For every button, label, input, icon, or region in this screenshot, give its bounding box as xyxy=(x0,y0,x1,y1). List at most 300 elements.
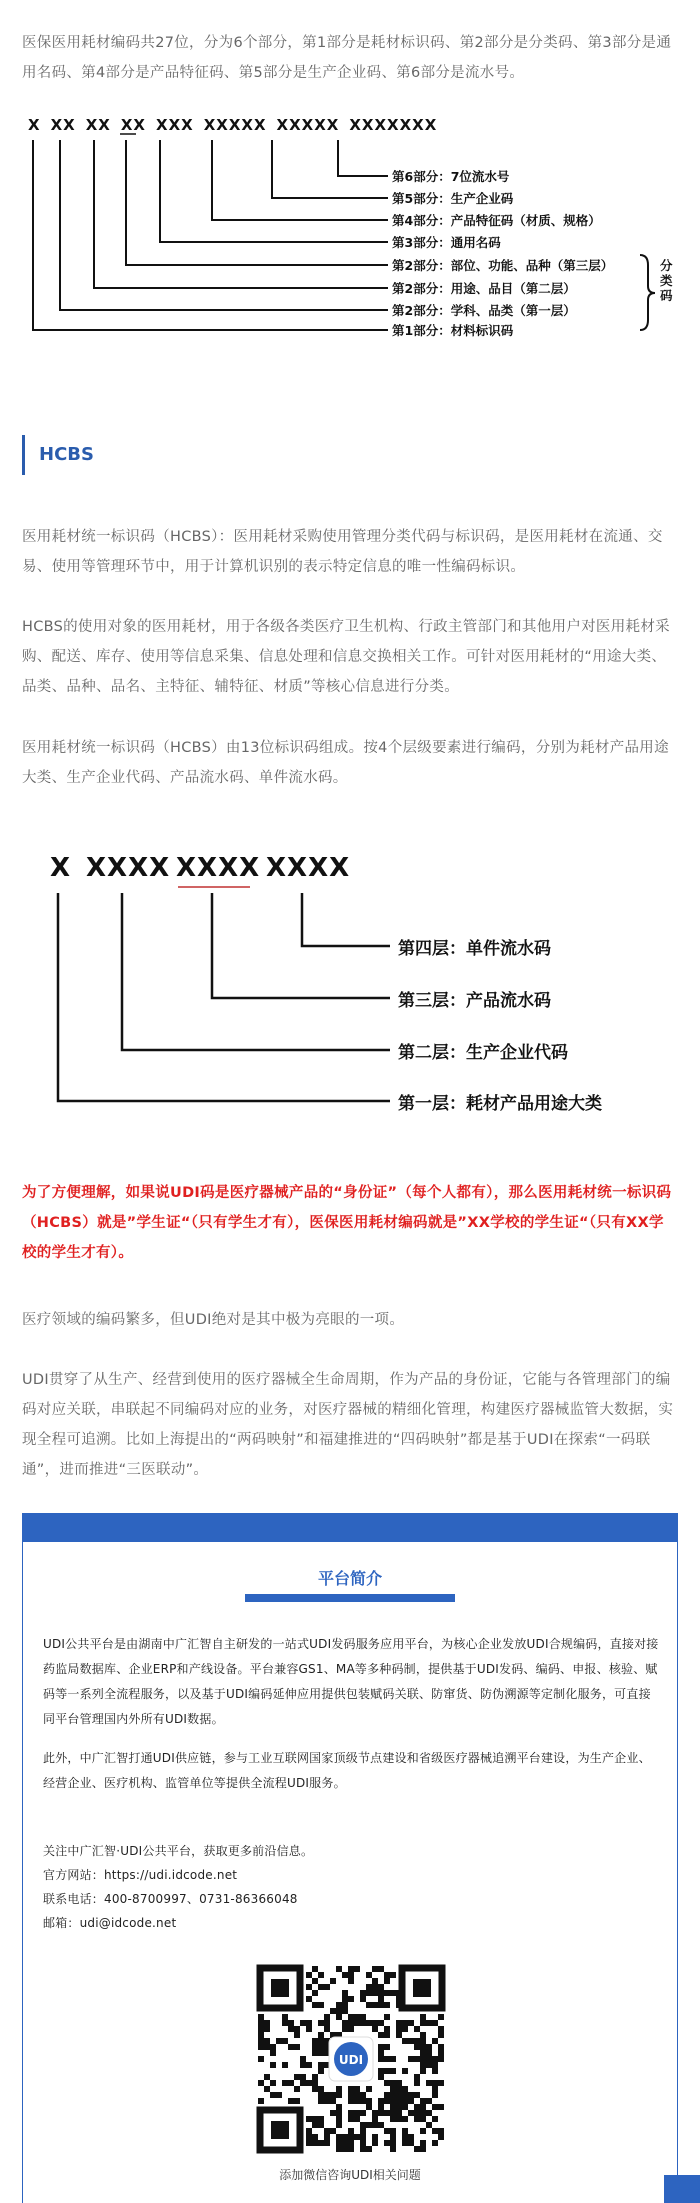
qr-module xyxy=(318,1984,324,1990)
qr-module xyxy=(318,2062,324,2068)
qr-module xyxy=(354,2086,360,2092)
qr-module xyxy=(366,2002,372,2008)
qr-module xyxy=(420,2116,426,2122)
qr-module xyxy=(270,2044,276,2050)
qr-module xyxy=(324,2134,330,2140)
qr-module xyxy=(402,2098,408,2104)
code-group: XXXX xyxy=(176,853,261,883)
qr-module xyxy=(312,2080,318,2086)
qr-module xyxy=(342,2026,348,2032)
qr-module xyxy=(390,2098,396,2104)
section-heading-hcbs: HCBS xyxy=(22,435,94,475)
qr-module xyxy=(348,2014,354,2020)
qr-module xyxy=(408,2056,414,2062)
qr-module xyxy=(324,1984,330,1990)
qr-module xyxy=(402,2134,408,2140)
hcbs-paragraph-definition: 医用耗材统一标识码（HCBS）：医用耗材采购使用管理分类代码与标识码，是医用耗材在流通、交易、使用等管理环节中，用于计算机识别的表示特定信息的唯一性编码标识。 xyxy=(22,529,663,575)
qr-module xyxy=(336,2134,342,2140)
qr-module xyxy=(426,2098,432,2104)
qr-module xyxy=(420,2128,426,2134)
qr-module xyxy=(348,2092,354,2098)
qr-module xyxy=(378,2020,384,2026)
hcbs-paragraph-usage: HCBS的使用对象的医用耗材，用于各级各类医疗卫生机构、行政主管部门和其他用户对医用耗材采购、配送、库存、使用等信息采集、信息处理和信息交换相关工作。可针对医用耗材的“用途大类、品类、品种、品名、主特征、辅特征、材质”等核心信息进行分类。 xyxy=(22,619,670,695)
qr-module xyxy=(420,2014,426,2020)
qr-module xyxy=(276,2092,282,2098)
qr-module xyxy=(330,2128,336,2134)
qr-module xyxy=(288,2098,294,2104)
qr-module xyxy=(306,2140,312,2146)
qr-module xyxy=(342,1990,348,1996)
qr-module xyxy=(438,2014,444,2020)
qr-module xyxy=(438,2134,444,2140)
qr-module xyxy=(360,2122,366,2128)
qr-module xyxy=(258,2080,264,2086)
analogy-paragraph: 为了方便理解，如果说UDI码是医疗器械产品的“身份证”（每个人都有），那么医用耗材统一标识码（HCBS）就是”学生证“（只有学生才有），医保医用耗材编码就是”XX学校的学生证“（只有XX学校的学生才有）。 xyxy=(22,1185,672,1261)
code-group: XXX xyxy=(156,116,194,134)
diagram2-lines xyxy=(0,845,700,1115)
qr-module xyxy=(402,2116,408,2122)
qr-module xyxy=(396,2104,402,2110)
qr-module xyxy=(330,2008,336,2014)
qr-module xyxy=(318,2122,324,2128)
code-group: XXXXXXX xyxy=(349,116,438,134)
qr-module xyxy=(294,2086,300,2092)
qr-module xyxy=(312,1990,318,1996)
code-group: X xyxy=(28,116,41,134)
platform-title: 平台简介 xyxy=(317,1569,382,1588)
qr-caption: 添加微信咨询UDI相关问题 xyxy=(279,2168,421,2182)
qr-module xyxy=(390,2068,396,2074)
qr-module xyxy=(378,1984,384,1990)
qr-module xyxy=(378,2110,384,2116)
qr-module xyxy=(408,2092,414,2098)
qr-module xyxy=(414,2080,420,2086)
qr-module xyxy=(342,2134,348,2140)
qr-module xyxy=(354,2134,360,2140)
qr-module xyxy=(336,2008,342,2014)
qr-module xyxy=(384,2068,390,2074)
qr-module xyxy=(354,2092,360,2098)
qr-module xyxy=(402,2086,408,2092)
qr-module xyxy=(378,2122,384,2128)
qr-module xyxy=(336,1966,342,1972)
qr-module xyxy=(414,2056,420,2062)
qr-module xyxy=(348,2140,354,2146)
qr-module xyxy=(306,1996,312,2002)
qr-module xyxy=(438,2032,444,2038)
qr-module xyxy=(372,1990,378,1996)
qr-module xyxy=(360,1990,366,1996)
qr-module xyxy=(306,2026,312,2032)
qr-module xyxy=(390,2110,396,2116)
qr-module xyxy=(390,1990,396,1996)
medical-consumable-code-diagram xyxy=(0,100,700,340)
qr-module xyxy=(378,2074,384,2080)
qr-module xyxy=(318,2140,324,2146)
qr-module xyxy=(258,2026,264,2032)
part-label: 第2部分：用途、品目（第二层） xyxy=(392,281,576,296)
qr-module xyxy=(420,2098,426,2104)
layer-label: 第三层：产品流水码 xyxy=(398,991,551,1011)
qr-module xyxy=(258,2038,264,2044)
qr-module xyxy=(360,2020,366,2026)
qr-module xyxy=(342,2140,348,2146)
qr-module xyxy=(426,2056,432,2062)
qr-module xyxy=(342,2002,348,2008)
layer-label: 第四层：单件流水码 xyxy=(398,939,551,959)
qr-module xyxy=(276,2038,282,2044)
qr-module xyxy=(294,2032,300,2038)
qr-module xyxy=(312,2074,318,2080)
qr-module xyxy=(384,1990,390,1996)
qr-module xyxy=(402,2068,408,2074)
qr-module xyxy=(426,2050,432,2056)
qr-module xyxy=(396,2026,402,2032)
qr-module xyxy=(390,2080,396,2086)
title-underline xyxy=(245,1594,455,1602)
qr-module xyxy=(318,2116,324,2122)
part-label: 第3部分：通用名码 xyxy=(392,235,501,250)
qr-module xyxy=(420,2110,426,2116)
qr-module xyxy=(288,2080,294,2086)
qr-module xyxy=(396,2032,402,2038)
qr-module xyxy=(264,2044,270,2050)
qr-module xyxy=(312,1978,318,1984)
qr-module xyxy=(312,2050,318,2056)
qr-module xyxy=(336,2104,342,2110)
qr-module xyxy=(306,2080,312,2086)
qr-module xyxy=(366,2086,372,2092)
qr-module xyxy=(426,2122,432,2128)
qr-module xyxy=(426,2110,432,2116)
qr-module xyxy=(342,1996,348,2002)
qr-module xyxy=(402,2128,408,2134)
part-label: 第2部分：部位、功能、品种（第三层） xyxy=(392,258,614,273)
qr-module xyxy=(384,2128,390,2134)
qr-module xyxy=(390,2116,396,2122)
qr-module xyxy=(414,2092,420,2098)
qr-module xyxy=(318,2020,324,2026)
qr-module xyxy=(384,2110,390,2116)
layer-label: 第一层：耗材产品用途大类 xyxy=(398,1094,602,1114)
qr-module xyxy=(378,1966,384,1972)
qr-module xyxy=(312,2044,318,2050)
qr-module xyxy=(306,2020,312,2026)
qr-module xyxy=(378,2002,384,2008)
hcbs-paragraph-structure: 医用耗材统一标识码（HCBS）由13位标识码组成。按4个层级要素进行编码，分别为耗材产品用途大类、生产企业代码、产品流水码、单件流水码。 xyxy=(22,740,669,786)
qr-module xyxy=(336,2146,342,2152)
qr-module xyxy=(378,2098,384,2104)
qr-module xyxy=(300,2074,306,2080)
qr-module xyxy=(402,2026,408,2032)
qr-module xyxy=(348,2128,354,2134)
qr-module xyxy=(420,2146,426,2152)
qr-module xyxy=(390,2128,396,2134)
qr-module xyxy=(282,2038,288,2044)
qr-module xyxy=(426,2044,432,2050)
part-label: 第1部分：材料标识码 xyxy=(392,323,514,338)
qr-module xyxy=(312,2116,318,2122)
qr-module xyxy=(354,1966,360,1972)
qr-module xyxy=(384,2098,390,2104)
email-link[interactable]: 邮箱：udi@idcode.net xyxy=(43,1916,177,1930)
qr-module xyxy=(282,2080,288,2086)
qr-module xyxy=(324,2026,330,2032)
qr-module xyxy=(360,1996,366,2002)
qr-module xyxy=(354,2116,360,2122)
qr-module xyxy=(306,2134,312,2140)
qr-module xyxy=(426,2080,432,2086)
qr-module xyxy=(318,2050,324,2056)
udi-paragraph-intro: 医疗领域的编码繁多，但UDI绝对是其中极为亮眼的一项。 xyxy=(22,1312,405,1328)
qr-module xyxy=(354,2110,360,2116)
qr-module xyxy=(384,2092,390,2098)
qr-module xyxy=(414,2026,420,2032)
qr-module xyxy=(390,2086,396,2092)
qr-module xyxy=(384,1978,390,1984)
qr-module xyxy=(282,2020,288,2026)
qr-module xyxy=(336,2014,342,2020)
qr-module xyxy=(408,2110,414,2116)
qr-module xyxy=(258,2056,264,2062)
qr-module xyxy=(360,2014,366,2020)
code-group: X xyxy=(50,853,72,883)
qr-module xyxy=(396,2080,402,2086)
qr-module xyxy=(420,2044,426,2050)
hcbs-code-diagram xyxy=(0,845,700,1115)
qr-module xyxy=(258,2044,264,2050)
qr-module xyxy=(366,1984,372,1990)
qr-module xyxy=(366,2020,372,2026)
qr-module xyxy=(258,2014,264,2020)
code-group: XXXXX xyxy=(276,116,340,134)
qr-module xyxy=(360,2098,366,2104)
qr-module xyxy=(438,2050,444,2056)
qr-module xyxy=(294,2026,300,2032)
qr-module xyxy=(366,1990,372,1996)
qr-module xyxy=(366,2146,372,2152)
qr-module xyxy=(270,2080,276,2086)
qr-module xyxy=(300,2020,306,2026)
qr-module xyxy=(414,2110,420,2116)
qr-module xyxy=(402,2092,408,2098)
qr-module xyxy=(264,2020,270,2026)
qr-module xyxy=(438,2080,444,2086)
qr-module xyxy=(348,1972,354,1978)
qr-module xyxy=(318,2098,324,2104)
qr-module xyxy=(360,2134,366,2140)
code-group: XX xyxy=(50,116,76,134)
qr-module xyxy=(312,2122,318,2128)
platform-paragraph-1: UDI公共平台是由湖南中广汇智自主研发的一站式UDI发码服务应用平台，为核心企业发放UDI合规编码，直接对接药监局数据库、企业ERP和产线设备。平台兼容GS1、MA等多种码制，提供基于UDI发码、编码、申报、核验、赋码等一系列全流程服务，以及基于UDI编码延伸应用提供包装赋码关联、防窜货、防伪溯源等定制化服务，可直接同平台管理国内外所有UDI数据。 xyxy=(43,1637,659,1726)
qr-module xyxy=(372,2026,378,2032)
qr-module xyxy=(336,2116,342,2122)
qr-module xyxy=(348,2110,354,2116)
qr-module xyxy=(432,2038,438,2044)
qr-module xyxy=(324,2098,330,2104)
qr-module xyxy=(378,2050,384,2056)
qr-module xyxy=(342,2008,348,2014)
code-group: XX xyxy=(120,116,146,134)
qr-module xyxy=(318,2092,324,2098)
qr-module xyxy=(390,2140,396,2146)
part-label: 第2部分：学科、品类（第一层） xyxy=(392,303,576,318)
qr-module xyxy=(420,2032,426,2038)
code-group: XXXX xyxy=(266,853,351,883)
qr-module xyxy=(384,2014,390,2020)
qr-module xyxy=(384,2044,390,2050)
qr-module xyxy=(390,2146,396,2152)
qr-module xyxy=(414,2044,420,2050)
code-string xyxy=(28,116,447,134)
qr-module xyxy=(312,2140,318,2146)
qr-module xyxy=(378,1990,384,1996)
qr-module xyxy=(372,2116,378,2122)
qr-module xyxy=(432,2128,438,2134)
qr-module xyxy=(318,2002,324,2008)
qr-module xyxy=(312,2038,318,2044)
qr-module xyxy=(348,2020,354,2026)
qr-module xyxy=(312,2134,318,2140)
classification-bracket-label: 分类码 xyxy=(660,258,673,303)
qr-module xyxy=(348,2116,354,2122)
qr-module xyxy=(294,2044,300,2050)
qr-module xyxy=(318,1972,324,1978)
qr-module xyxy=(432,2020,438,2026)
qr-module xyxy=(396,2116,402,2122)
qr-module xyxy=(330,2098,336,2104)
qr-module xyxy=(432,2116,438,2122)
qr-module xyxy=(336,2002,342,2008)
qr-module xyxy=(414,2116,420,2122)
website-link[interactable]: 官方网站：https://udi.idcode.net xyxy=(43,1868,238,1882)
udi-paragraph-detail: UDI贯穿了从生产、经营到使用的医疗器械全生命周期，作为产品的身份证，它能与各管理部门的编码对应关联，串联起不同编码对应的业务，对医疗器械的精细化管理，构建医疗器械监管大数据，实现全程可追溯。比如上海提出的“两码映射”和福建推进的“四码映射”都是基于UDI在探索“一码联通”，进而推进“三医联动”。 xyxy=(22,1372,674,1478)
qr-module xyxy=(300,2056,306,2062)
qr-module xyxy=(360,2140,366,2146)
qr-module xyxy=(432,2104,438,2110)
qr-module xyxy=(390,2104,396,2110)
qr-module xyxy=(318,2044,324,2050)
qr-module xyxy=(408,2134,414,2140)
qr-module xyxy=(372,2122,378,2128)
part-label: 第5部分：生产企业码 xyxy=(392,191,514,206)
qr-module xyxy=(330,2092,336,2098)
qr-module xyxy=(300,2062,306,2068)
code-group: XXXX xyxy=(86,853,171,883)
qr-module xyxy=(402,2038,408,2044)
qr-module xyxy=(378,2044,384,2050)
qr-module xyxy=(336,2110,342,2116)
qr-module xyxy=(330,2110,336,2116)
qr-code-graphic xyxy=(256,1964,446,2154)
qr-module xyxy=(306,2062,312,2068)
qr-module xyxy=(324,2128,330,2134)
qr-module xyxy=(420,2020,426,2026)
qr-module xyxy=(336,2092,342,2098)
qr-module xyxy=(294,2098,300,2104)
qr-module xyxy=(402,2104,408,2110)
qr-module xyxy=(384,2032,390,2038)
layer-label: 第二层：生产企业代码 xyxy=(398,1043,568,1063)
qr-module xyxy=(318,2086,324,2092)
qr-module xyxy=(432,2062,438,2068)
code-group: XX xyxy=(85,116,111,134)
qr-module xyxy=(408,2140,414,2146)
qr-module xyxy=(438,2026,444,2032)
qr-module xyxy=(306,1972,312,1978)
qr-module xyxy=(366,2122,372,2128)
qr-module xyxy=(414,2146,420,2152)
platform-intro-card xyxy=(22,1513,678,2203)
qr-module xyxy=(336,2086,342,2092)
qr-module xyxy=(396,2086,402,2092)
qr-module xyxy=(264,2026,270,2032)
qr-module xyxy=(258,2032,264,2038)
qr-module xyxy=(300,2080,306,2086)
qr-module xyxy=(348,2146,354,2152)
qr-module xyxy=(372,1984,378,1990)
part-label: 第4部分：产品特征码（材质、规格） xyxy=(392,213,601,228)
qr-module xyxy=(270,2062,276,2068)
qr-module xyxy=(318,2032,324,2038)
qr-module xyxy=(306,2128,312,2134)
qr-module xyxy=(342,2146,348,2152)
follow-text: 关注中广汇智·UDI公共平台，获取更多前沿信息。 xyxy=(43,1844,314,1858)
qr-module xyxy=(258,2020,264,2026)
phone-text: 联系电话：400-8700997、0731-86366048 xyxy=(43,1892,298,1906)
qr-module xyxy=(438,2044,444,2050)
qr-module xyxy=(348,2026,354,2032)
card-header-bar xyxy=(23,1514,677,1542)
qr-module xyxy=(324,2092,330,2098)
qr-module xyxy=(312,2086,318,2092)
intro-paragraph: 医保医用耗材编码共27位，分为6个部分，第1部分是耗材标识码、第2部分是分类码、第3部分是通用名码、第4部分是产品特征码、第5部分是生产企业码、第6部分是流水号。 xyxy=(22,35,672,81)
qr-module xyxy=(312,1966,318,1972)
qr-module xyxy=(324,2140,330,2146)
qr-module xyxy=(336,2122,342,2128)
qr-module xyxy=(336,2140,342,2146)
qr-module xyxy=(306,1984,312,1990)
qr-module xyxy=(372,1978,378,1984)
qr-module xyxy=(282,2062,288,2068)
qr-module xyxy=(384,2140,390,2146)
qr-module xyxy=(438,2056,444,2062)
qr-module xyxy=(348,1966,354,1972)
qr-module xyxy=(372,2134,378,2140)
qr-module xyxy=(384,2002,390,2008)
qr-module xyxy=(420,2050,426,2056)
qr-module xyxy=(402,2020,408,2026)
qr-module xyxy=(420,2068,426,2074)
qr-module xyxy=(414,2104,420,2110)
qr-module xyxy=(360,2146,366,2152)
qr-module xyxy=(414,2074,420,2080)
qr-module xyxy=(378,2032,384,2038)
qr-module xyxy=(378,2068,384,2074)
qr-module xyxy=(384,2056,390,2062)
qr-module xyxy=(390,2134,396,2140)
qr-module xyxy=(294,2074,300,2080)
qr-module xyxy=(270,2050,276,2056)
qr-module xyxy=(384,1972,390,1978)
qr-module xyxy=(264,2038,270,2044)
qr-module xyxy=(258,2098,264,2104)
qr-module xyxy=(360,2128,366,2134)
qr-module xyxy=(354,2020,360,2026)
qr-module xyxy=(318,2068,324,2074)
qr-logo-text: UDI xyxy=(338,2053,364,2067)
qr-module xyxy=(360,2110,366,2116)
